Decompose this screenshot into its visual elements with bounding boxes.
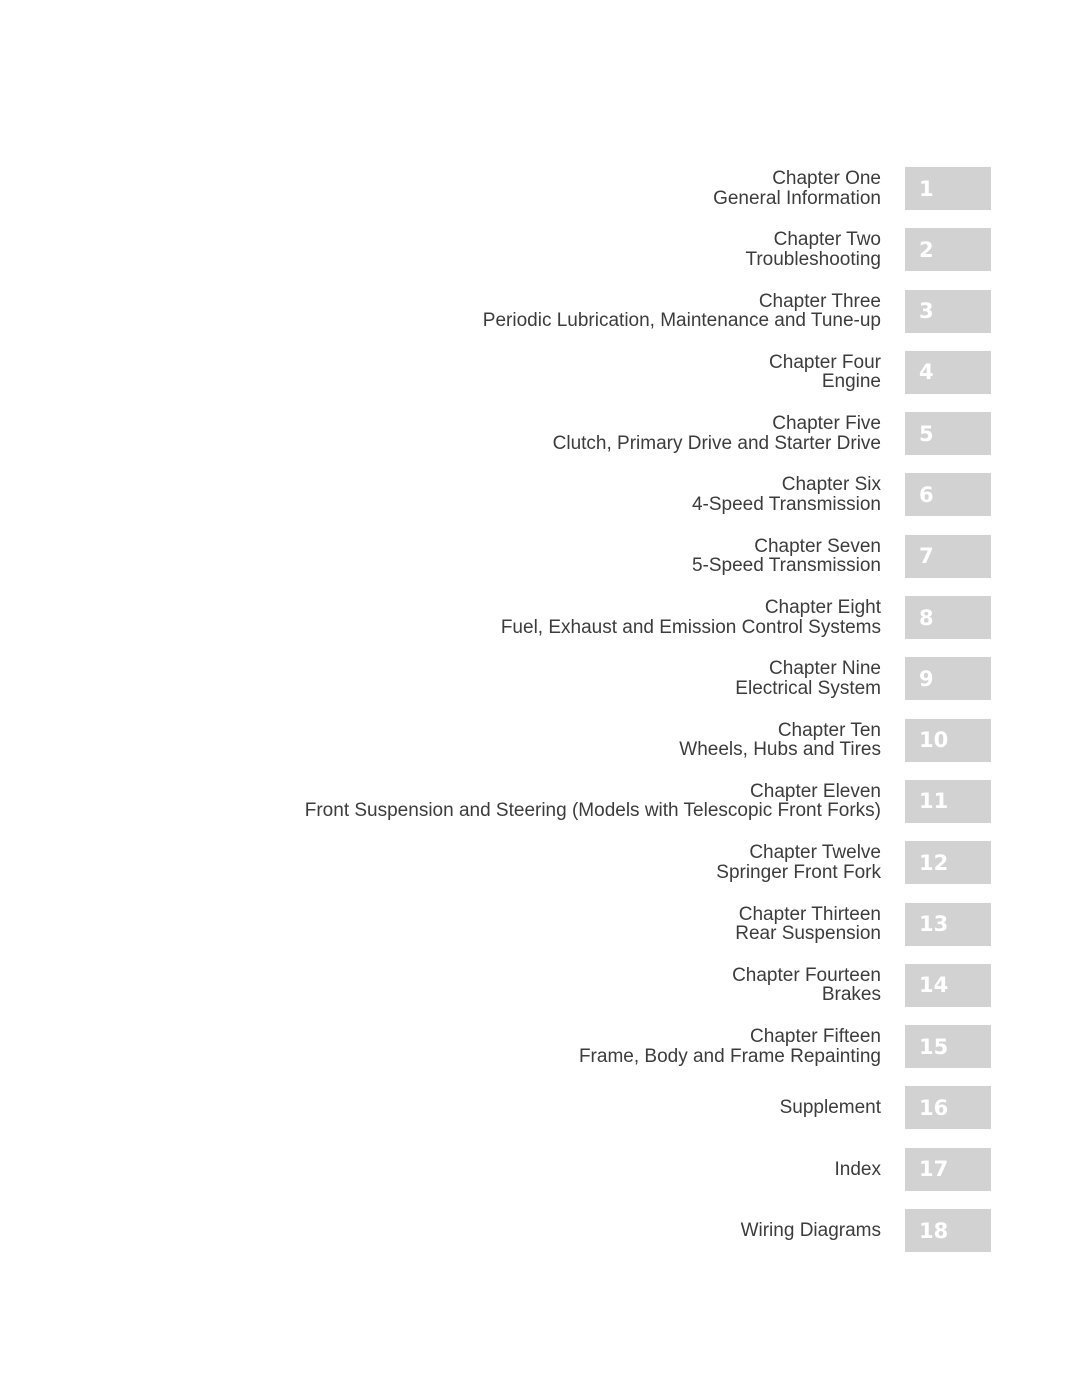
toc-entry-text — [769, 353, 881, 392]
toc-entry-18[interactable] — [0, 1209, 1080, 1252]
chapter-label: Chapter Four — [769, 351, 881, 373]
chapter-label: Chapter Twelve — [749, 842, 881, 864]
toc-entry-text — [745, 230, 881, 269]
toc-entry-8[interactable] — [0, 596, 1080, 639]
chapter-label: Chapter Nine — [769, 658, 881, 680]
table-of-contents — [0, 167, 1080, 1270]
chapter-title: Engine — [821, 371, 881, 393]
chapter-label: Chapter Eight — [764, 597, 881, 619]
toc-entry-5[interactable] — [0, 412, 1080, 455]
chapter-label: Chapter Fifteen — [750, 1026, 881, 1048]
chapter-title: Rear Suspension — [735, 923, 881, 945]
toc-entry-text — [713, 169, 881, 208]
chapter-tab[interactable]: 4 — [905, 351, 991, 394]
toc-entry-2[interactable] — [0, 228, 1080, 271]
chapter-tab[interactable]: 1 — [905, 167, 991, 210]
toc-entry-4[interactable] — [0, 351, 1080, 394]
chapter-title: Supplement — [779, 1097, 881, 1119]
chapter-tab[interactable]: 13 — [905, 903, 991, 946]
toc-entry-text — [679, 721, 881, 760]
toc-entry-16[interactable] — [0, 1086, 1080, 1129]
chapter-tab[interactable]: 9 — [905, 657, 991, 700]
toc-entry-7[interactable] — [0, 535, 1080, 578]
chapter-tab[interactable]: 6 — [905, 473, 991, 516]
toc-entry-14[interactable] — [0, 964, 1080, 1007]
toc-entry-10[interactable] — [0, 719, 1080, 762]
chapter-tab[interactable]: 11 — [905, 780, 991, 823]
toc-entry-text — [553, 414, 881, 453]
chapter-tab[interactable]: 15 — [905, 1025, 991, 1068]
toc-entry-11[interactable] — [0, 780, 1080, 823]
chapter-tab[interactable]: 12 — [905, 841, 991, 884]
toc-entry-6[interactable] — [0, 473, 1080, 516]
chapter-label: Chapter Ten — [777, 719, 881, 741]
chapter-title: Periodic Lubrication, Maintenance and Tune-up — [482, 310, 881, 332]
chapter-tab[interactable]: 16 — [905, 1086, 991, 1129]
toc-entry-text — [305, 782, 881, 821]
toc-entry-text — [735, 905, 881, 944]
chapter-title: 4-Speed Transmission — [691, 493, 881, 515]
toc-entry-text — [692, 537, 881, 576]
chapter-label: Chapter Fourteen — [732, 964, 881, 986]
chapter-label: Chapter One — [772, 168, 881, 189]
toc-entry-text — [716, 843, 881, 882]
toc-entry-17[interactable] — [0, 1148, 1080, 1191]
chapter-tab[interactable]: 10 — [905, 719, 991, 762]
chapter-title: Electrical System — [735, 677, 881, 699]
chapter-title: Wheels, Hubs and Tires — [679, 739, 881, 761]
chapter-title: General Information — [713, 187, 881, 209]
chapter-title: Index — [834, 1158, 881, 1180]
toc-entry-text — [835, 1160, 881, 1180]
toc-entry-1[interactable] — [0, 167, 1080, 210]
toc-entry-3[interactable] — [0, 290, 1080, 333]
chapter-tab[interactable]: 5 — [905, 412, 991, 455]
toc-entry-text — [579, 1027, 881, 1066]
toc-entry-text — [501, 598, 881, 637]
chapter-label: Chapter Two — [773, 229, 881, 251]
chapter-tab[interactable]: 18 — [905, 1209, 991, 1252]
chapter-title: Troubleshooting — [745, 248, 881, 270]
toc-entry-15[interactable] — [0, 1025, 1080, 1068]
toc-entry-9[interactable] — [0, 657, 1080, 700]
toc-entry-text — [735, 659, 881, 698]
chapter-title: Springer Front Fork — [716, 861, 881, 883]
chapter-label: Chapter Five — [772, 413, 881, 435]
chapter-label: Chapter Three — [758, 290, 881, 312]
chapter-title: Frame, Body and Frame Repainting — [578, 1045, 881, 1067]
toc-entry-text — [741, 1221, 881, 1241]
toc-entry-text — [483, 292, 881, 331]
chapter-tab[interactable]: 14 — [905, 964, 991, 1007]
chapter-title: Clutch, Primary Drive and Starter Drive — [552, 432, 881, 454]
toc-entry-text — [780, 1098, 881, 1118]
chapter-title: Front Suspension and Steering (Models with Telescopic Front Forks) — [304, 800, 881, 822]
chapter-tab[interactable]: 7 — [905, 535, 991, 578]
chapter-tab[interactable]: 3 — [905, 290, 991, 333]
toc-entry-12[interactable] — [0, 841, 1080, 884]
toc-entry-text — [692, 475, 881, 514]
chapter-title: Wiring Diagrams — [740, 1219, 881, 1241]
chapter-label: Chapter Thirteen — [738, 903, 881, 925]
toc-entry-13[interactable] — [0, 903, 1080, 946]
chapter-title: Fuel, Exhaust and Emission Control Systems — [500, 616, 881, 638]
chapter-label: Chapter Eleven — [750, 780, 881, 802]
chapter-tab[interactable]: 2 — [905, 228, 991, 271]
chapter-label: Chapter Seven — [754, 535, 881, 557]
chapter-title: Brakes — [821, 984, 881, 1006]
chapter-label: Chapter Six — [781, 474, 881, 496]
chapter-tab[interactable]: 17 — [905, 1148, 991, 1191]
chapter-title: 5-Speed Transmission — [691, 555, 881, 577]
chapter-tab[interactable]: 8 — [905, 596, 991, 639]
toc-entry-text — [732, 966, 881, 1005]
